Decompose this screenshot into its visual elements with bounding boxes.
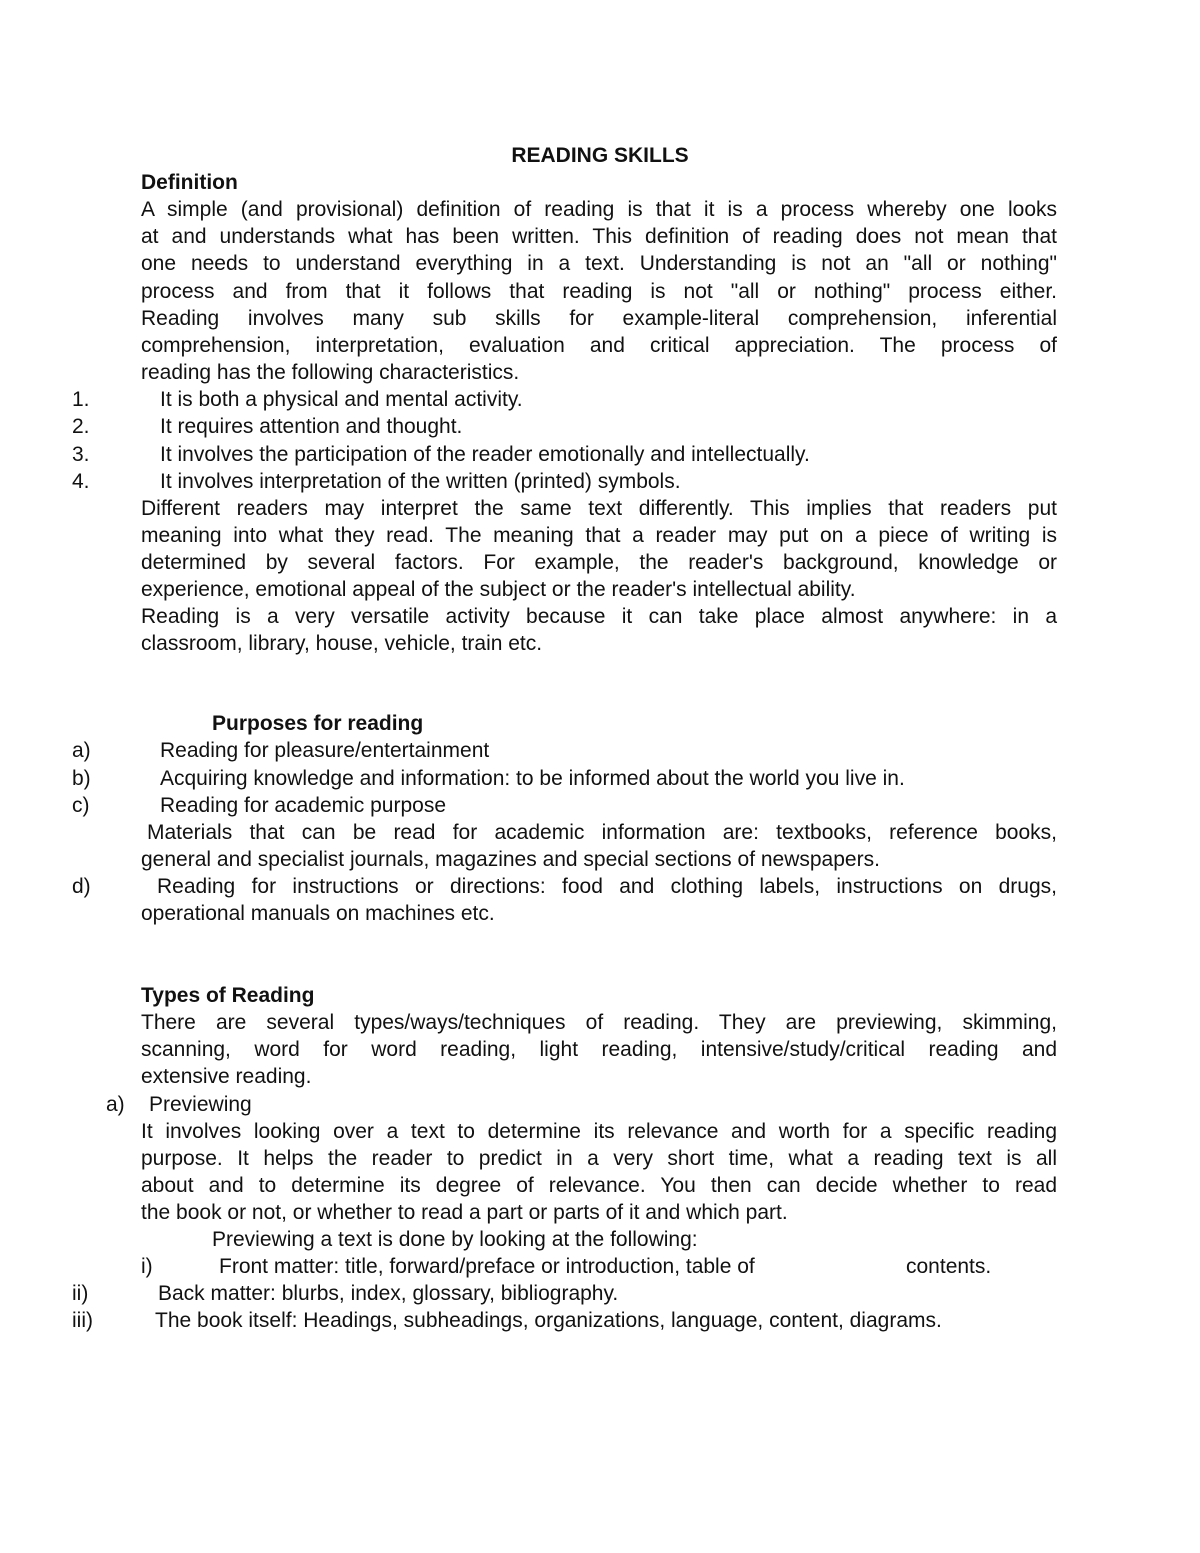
list-marker: b) (72, 767, 91, 790)
list-item: It involves the participation of the reader emotionally and intellectually. (160, 443, 810, 466)
previewing-lead-in: Previewing a text is done by looking at the following: (212, 1228, 698, 1251)
definition-heading: Definition (141, 171, 238, 194)
list-item: Reading for academic purpose (160, 794, 447, 817)
definition-line: at and understands what has been written. This definition of reading does not mean that (141, 225, 1057, 248)
list-item: Back matter: blurbs, index, glossary, bibliography. (158, 1282, 619, 1305)
list-marker: 4. (72, 470, 90, 493)
list-marker: 1. (72, 388, 90, 411)
list-marker: i) (141, 1255, 153, 1278)
types-heading: Types of Reading (141, 984, 315, 1007)
types-line: extensive reading. (141, 1065, 312, 1088)
list-marker: c) (72, 794, 90, 817)
types-line: There are several types/ways/techniques of reading. They are previewing, skimming, (141, 1011, 1057, 1034)
previewing-label: Previewing (149, 1093, 252, 1116)
list-item: It involves interpretation of the written (printed) symbols. (160, 470, 681, 493)
previewing-line: about and to determine its degree of relevance. You then can decide whether to read (141, 1174, 1057, 1197)
definition-line: A simple (and provisional) definition of reading is that it is a process whereby one looks (141, 198, 1057, 221)
previewing-line: purpose. It helps the reader to predict in a very short time, what a reading text is all (141, 1147, 1057, 1170)
paragraph-line: meaning into what they read. The meaning that a reader may put on a piece of writing is (141, 524, 1057, 547)
list-item: Reading for pleasure/entertainment (160, 739, 490, 762)
list-marker: ii) (72, 1282, 89, 1305)
list-item: Front matter: title, forward/preface or introduction, table of (219, 1255, 755, 1278)
paragraph-line: classroom, library, house, vehicle, train etc. (141, 632, 543, 655)
definition-line: Reading involves many sub skills for example-literal comprehension, inferential (141, 307, 1057, 330)
previewing-line: the book or not, or whether to read a part or parts of it and which part. (141, 1201, 788, 1224)
list-item: It is both a physical and mental activity. (160, 388, 523, 411)
page-title: READING SKILLS (511, 144, 689, 167)
paragraph-line: experience, emotional appeal of the subject or the reader's intellectual ability. (141, 578, 856, 601)
academic-line: Materials that can be read for academic information are: textbooks, reference books, (147, 821, 1057, 844)
list-marker: iii) (72, 1309, 93, 1332)
paragraph-line: Reading is a very versatile activity because it can take place almost anywhere: in a (141, 605, 1057, 628)
list-item: It requires attention and thought. (160, 415, 463, 438)
purposes-heading: Purposes for reading (212, 712, 424, 735)
paragraph-line: determined by several factors. For example, the reader's background, knowledge or (141, 551, 1057, 574)
list-item-continuation: operational manuals on machines etc. (141, 902, 495, 925)
list-marker: a) (72, 739, 91, 762)
previewing-line: It involves looking over a text to determine its relevance and worth for a specific reading (141, 1120, 1057, 1143)
list-item-tail: contents. (906, 1255, 992, 1278)
list-item: Acquiring knowledge and information: to be informed about the world you live in. (160, 767, 905, 790)
definition-line: one needs to understand everything in a text. Understanding is not an "all or nothing" (141, 252, 1057, 275)
paragraph-line: Different readers may interpret the same text differently. This implies that readers put (141, 497, 1057, 520)
definition-line: reading has the following characteristics. (141, 361, 520, 384)
types-line: scanning, word for word reading, light reading, intensive/study/critical reading and (141, 1038, 1057, 1061)
definition-line: comprehension, interpretation, evaluation and critical appreciation. The process of (141, 334, 1057, 357)
list-marker: 3. (72, 443, 90, 466)
definition-line: process and from that it follows that reading is not "all or nothing" process either. (141, 280, 1057, 303)
list-marker: d) (72, 875, 91, 898)
list-item: The book itself: Headings, subheadings, organizations, language, content, diagrams. (155, 1309, 942, 1332)
list-item: Reading for instructions or directions: food and clothing labels, instructions on drugs, (157, 875, 1057, 898)
list-marker: a) (106, 1093, 125, 1116)
list-marker: 2. (72, 415, 90, 438)
academic-line: general and specialist journals, magazines and special sections of newspapers. (141, 848, 880, 871)
